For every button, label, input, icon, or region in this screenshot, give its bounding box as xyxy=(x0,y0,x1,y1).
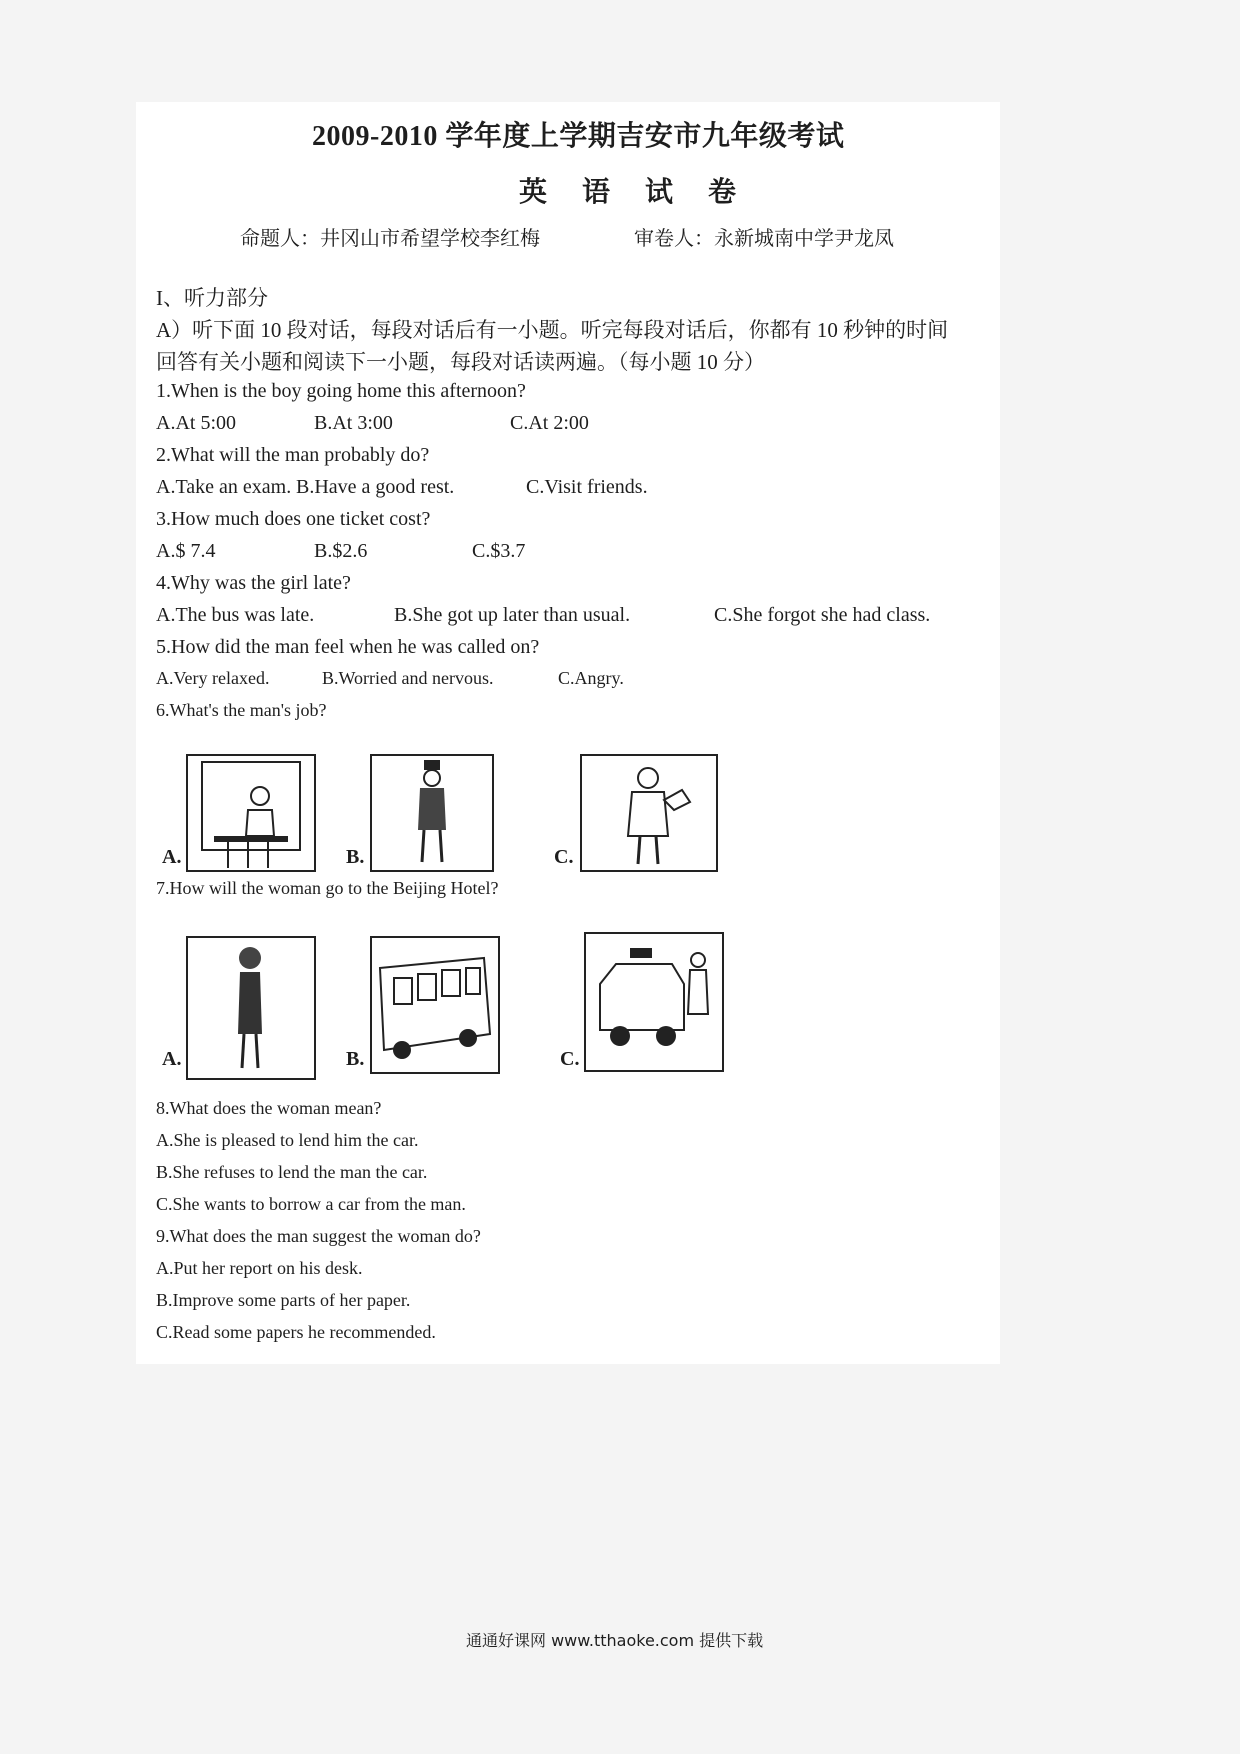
q6-picture-a-clerk-at-window xyxy=(186,754,316,872)
reviewer-credit: 审卷人：永新城南中学尹龙凤 xyxy=(634,228,894,250)
section-heading: I、听力部分 xyxy=(156,286,268,310)
q2-option-b: B.Have a good rest. xyxy=(296,476,455,498)
q5-option-b: B.Worried and nervous. xyxy=(322,668,494,688)
question-6: 6.What's the man's job? xyxy=(156,700,327,720)
exam-sheet xyxy=(136,102,1000,1364)
q9-option-c: C.Read some papers he recommended. xyxy=(156,1322,436,1342)
q3-option-c: C.$3.7 xyxy=(472,540,526,562)
question-9: 9.What does the man suggest the woman do? xyxy=(156,1226,481,1246)
q3-option-b: B.$2.6 xyxy=(314,540,368,562)
q1-option-a: A.At 5:00 xyxy=(156,412,236,434)
setter-credit: 命题人：井冈山市希望学校李红梅 xyxy=(240,228,540,250)
q4-option-a: A.The bus was late. xyxy=(156,604,315,626)
q7-picture-a-walking-woman xyxy=(186,936,316,1080)
exam-subtitle: 英 语 试 卷 xyxy=(519,177,751,208)
question-4: 4.Why was the girl late? xyxy=(156,572,351,594)
instruction-line-1: A）听下面 10 段对话，每段对话后有一小题。听完每段对话后，你都有 10 秒钟的时间 xyxy=(156,318,949,342)
q6-label-b: B. xyxy=(346,846,365,868)
question-1: 1.When is the boy going home this afternoon? xyxy=(156,380,526,402)
q7-label-b: B. xyxy=(346,1048,365,1070)
q6-picture-c-waiter xyxy=(580,754,718,872)
q1-option-b: B.At 3:00 xyxy=(314,412,393,434)
question-8: 8.What does the woman mean? xyxy=(156,1098,382,1118)
q6-label-a: A. xyxy=(162,846,182,868)
q6-label-c: C. xyxy=(554,846,574,868)
instruction-line-2: 回答有关小题和阅读下一小题，每段对话读两遍。（每小题 10 分） xyxy=(156,350,765,374)
question-3: 3.How much does one ticket cost? xyxy=(156,508,431,530)
q9-option-a: A.Put her report on his desk. xyxy=(156,1258,363,1278)
q8-option-c: C.She wants to borrow a car from the man. xyxy=(156,1194,466,1214)
q5-option-c: C.Angry. xyxy=(558,668,624,688)
q8-option-a: A.She is pleased to lend him the car. xyxy=(156,1130,419,1150)
q5-option-a: A.Very relaxed. xyxy=(156,668,270,688)
q7-label-c: C. xyxy=(560,1048,580,1070)
q2-option-c: C.Visit friends. xyxy=(526,476,648,498)
q6-picture-b-doorman xyxy=(370,754,494,872)
q3-option-a: A.$ 7.4 xyxy=(156,540,216,562)
q1-option-c: C.At 2:00 xyxy=(510,412,589,434)
q7-picture-c-taxi xyxy=(584,932,724,1072)
q2-option-a: A.Take an exam. xyxy=(156,476,292,498)
question-5: 5.How did the man feel when he was called on? xyxy=(156,636,540,658)
exam-title: 2009-2010 学年度上学期吉安市九年级考试 xyxy=(312,121,845,152)
q4-option-b: B.She got up later than usual. xyxy=(394,604,631,626)
q4-option-c: C.She forgot she had class. xyxy=(714,604,931,626)
q9-option-b: B.Improve some parts of her paper. xyxy=(156,1290,411,1310)
q7-label-a: A. xyxy=(162,1048,182,1070)
q7-picture-b-bus xyxy=(370,936,500,1074)
question-2: 2.What will the man probably do? xyxy=(156,444,430,466)
footer-credit: 通通好课网 www.tthaoke.com 提供下载 xyxy=(466,1631,764,1650)
question-7: 7.How will the woman go to the Beijing Hotel? xyxy=(156,878,499,898)
q8-option-b: B.She refuses to lend the man the car. xyxy=(156,1162,428,1182)
